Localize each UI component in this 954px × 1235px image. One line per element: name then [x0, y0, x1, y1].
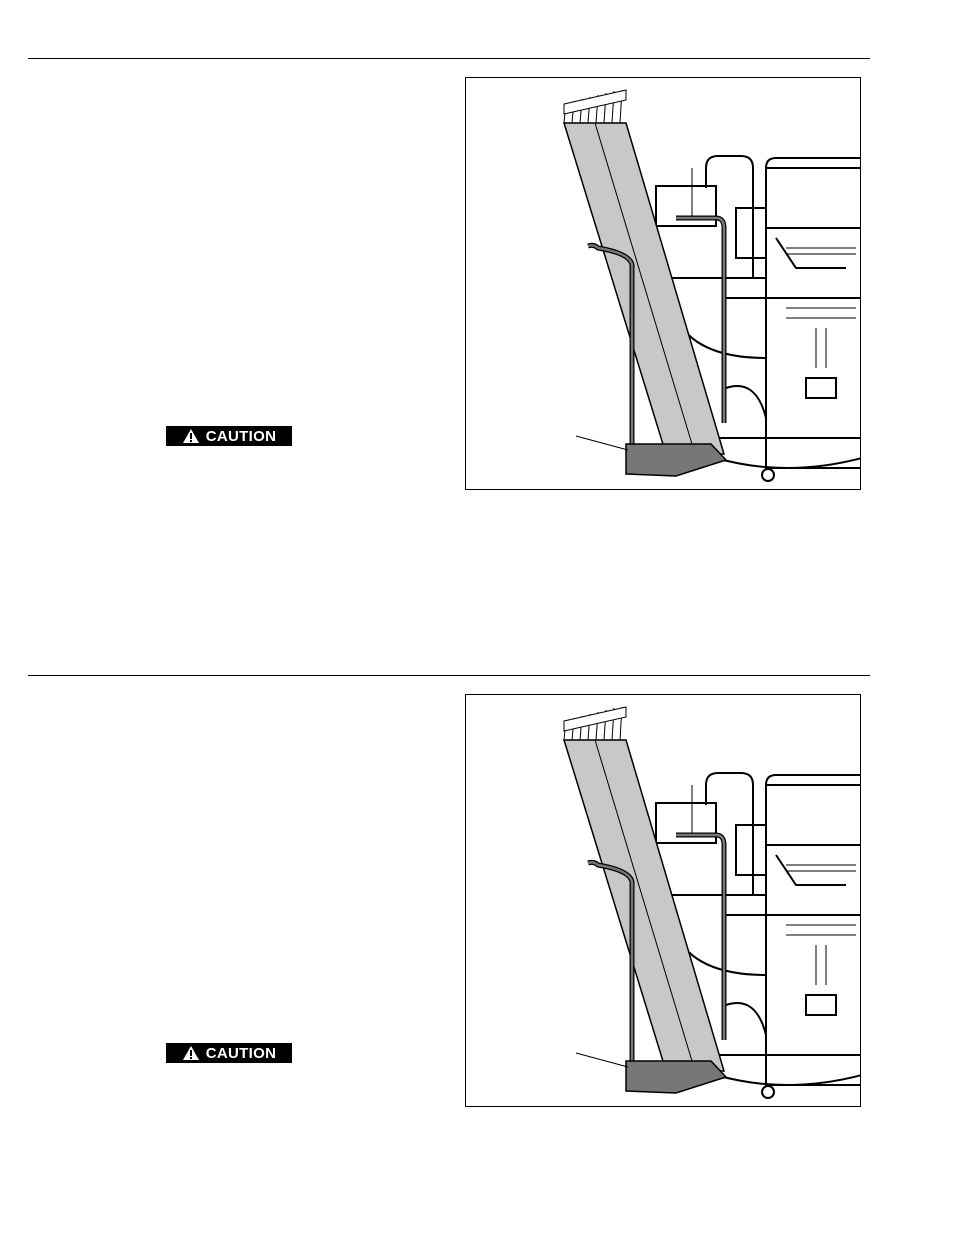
warning-triangle-icon — [182, 1045, 200, 1061]
warning-triangle-icon — [182, 428, 200, 444]
illustration-2 — [465, 694, 861, 1107]
caution-label — [166, 426, 292, 446]
caution-text: CAUTION — [205, 427, 277, 445]
stand-with-tubes-drawing — [466, 695, 861, 1107]
illustration-1 — [465, 77, 861, 490]
section-divider-1 — [28, 58, 870, 59]
section-divider-2 — [28, 675, 870, 676]
caution-text: CAUTION — [205, 1044, 277, 1062]
caution-label — [166, 1043, 292, 1063]
stand-with-tubes-drawing — [466, 78, 861, 490]
